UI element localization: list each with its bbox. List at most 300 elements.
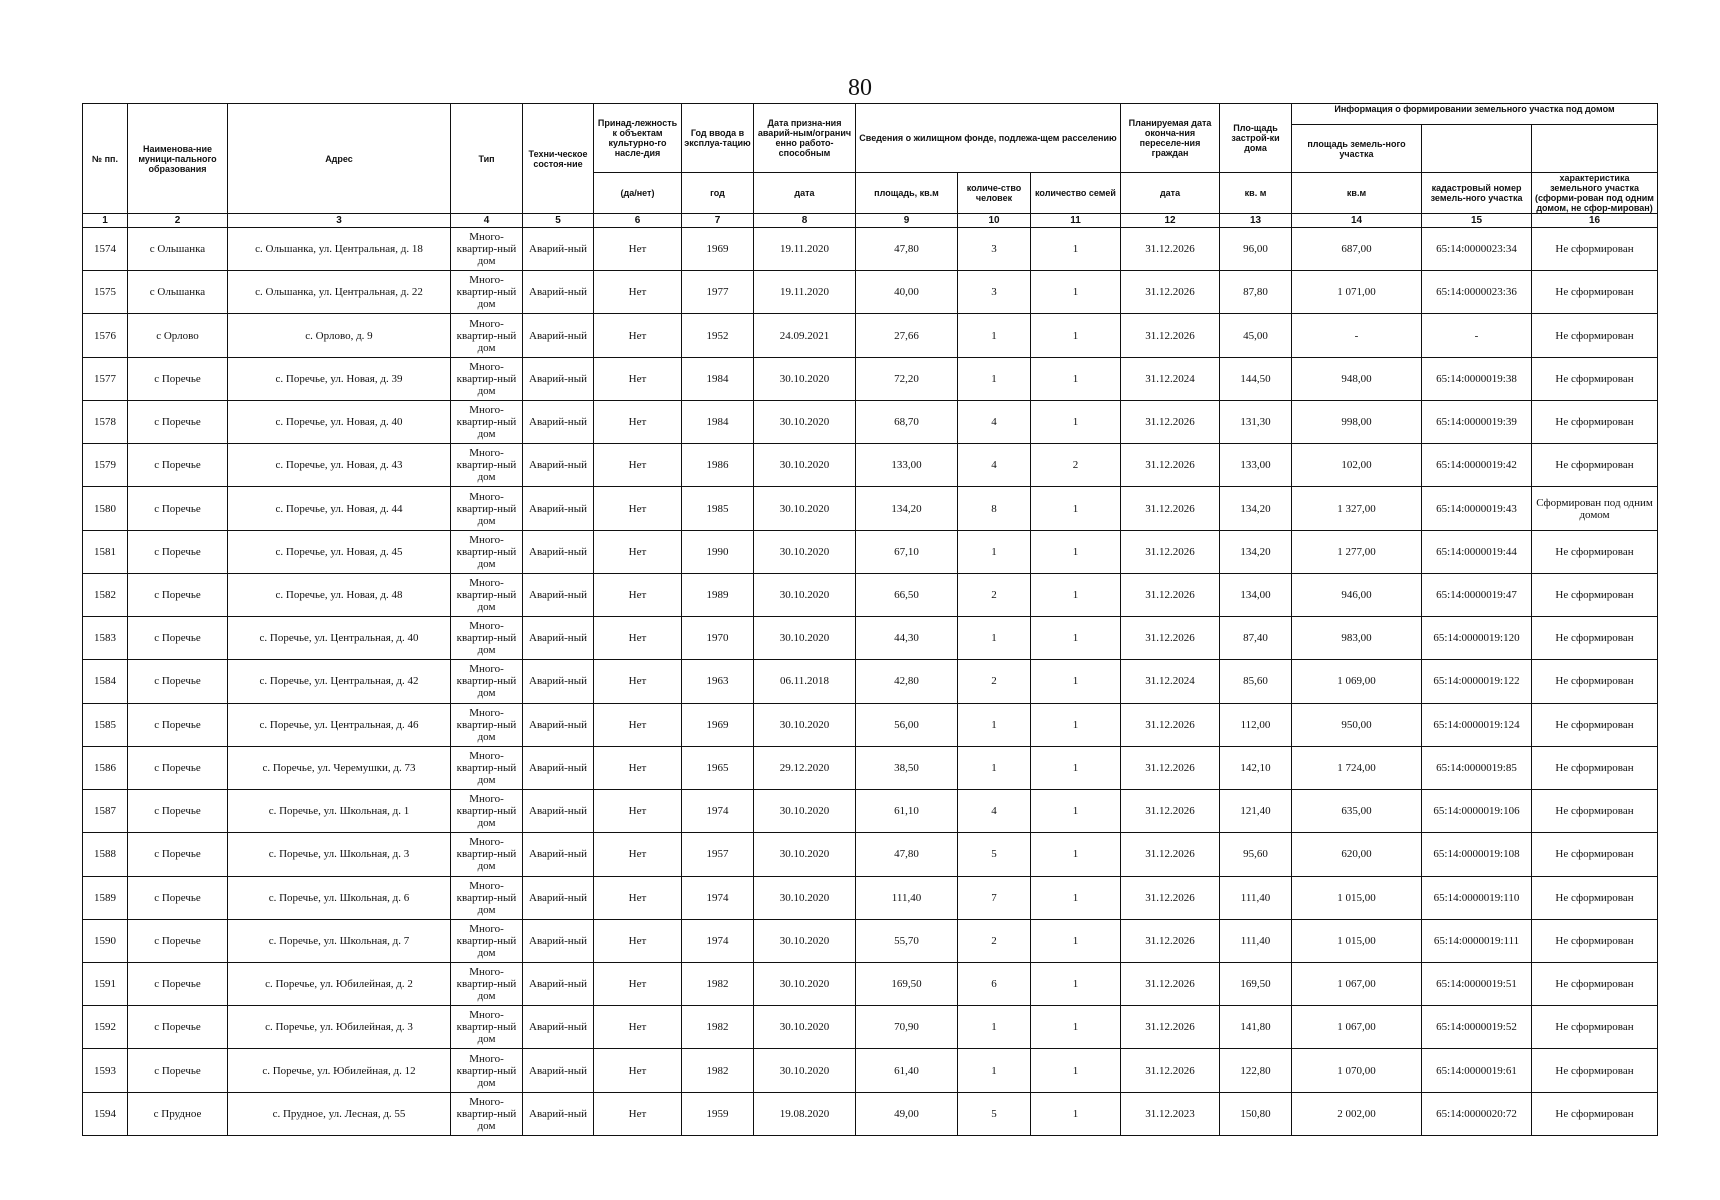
type-cell: Много-квартир-ный дом [451,962,523,1005]
cultural-cell: Нет [594,1092,682,1135]
planned-date-cell: 31.12.2024 [1121,357,1220,400]
cadastral-cell: 65:14:0000023:34 [1422,228,1532,271]
land-char-cell: Не сформирован [1532,833,1658,876]
area-cell: 111,40 [856,876,958,919]
type-cell: Много-квартир-ный дом [451,573,523,616]
year-cell: 1984 [682,357,754,400]
recognized-date-cell: 19.11.2020 [754,228,856,271]
families-cell: 1 [1031,919,1121,962]
land-char-cell: Не сформирован [1532,271,1658,314]
built-area-cell: 95,60 [1220,833,1292,876]
land-area-cell: 983,00 [1292,617,1422,660]
municipality-cell: с Поречье [128,357,228,400]
built-area-cell: 85,60 [1220,660,1292,703]
recognized-date-cell: 30.10.2020 [754,400,856,443]
land-area-cell: 1 070,00 [1292,1049,1422,1092]
row-number: 1591 [83,962,128,1005]
planned-date-cell: 31.12.2026 [1121,1006,1220,1049]
land-area-cell: 1 015,00 [1292,876,1422,919]
year-cell: 1989 [682,573,754,616]
recognized-date-cell: 30.10.2020 [754,617,856,660]
planned-date-cell: 31.12.2026 [1121,617,1220,660]
recognized-date-cell: 30.10.2020 [754,573,856,616]
cadastral-cell: 65:14:0000019:106 [1422,790,1532,833]
column-number-row [83,214,1658,228]
year-cell: 1982 [682,962,754,1005]
land-char-cell: Не сформирован [1532,314,1658,357]
people-cell: 1 [958,1049,1031,1092]
table-row [83,919,1658,962]
address-cell: с. Поречье, ул. Юбилейная, д. 12 [228,1049,451,1092]
col-number: 2 [128,214,228,228]
address-cell: с. Прудное, ул. Лесная, д. 55 [228,1092,451,1135]
cultural-cell: Нет [594,1049,682,1092]
cultural-cell: Нет [594,919,682,962]
year-cell: 1977 [682,271,754,314]
people-cell: 4 [958,444,1031,487]
type-cell: Много-квартир-ный дом [451,833,523,876]
row-number: 1575 [83,271,128,314]
address-cell: с. Поречье, ул. Новая, д. 40 [228,400,451,443]
header-land-area: площадь земель-ного участка [1292,125,1422,172]
planned-date-cell: 31.12.2026 [1121,833,1220,876]
built-area-cell: 121,40 [1220,790,1292,833]
cultural-cell: Нет [594,573,682,616]
people-cell: 4 [958,790,1031,833]
table-row [83,573,1658,616]
recognized-date-cell: 30.10.2020 [754,833,856,876]
tech-state-cell: Аварий-ный [523,573,594,616]
land-char-cell: Не сформирован [1532,228,1658,271]
col-number: 14 [1292,214,1422,228]
planned-date-cell: 31.12.2026 [1121,271,1220,314]
row-number: 1585 [83,703,128,746]
header-municipality: Наименова-ние муници-пального образования [128,104,228,214]
built-area-cell: 122,80 [1220,1049,1292,1092]
tech-state-cell: Аварий-ный [523,660,594,703]
tech-state-cell: Аварий-ный [523,228,594,271]
row-number: 1586 [83,746,128,789]
cultural-cell: Нет [594,314,682,357]
recognized-date-cell: 29.12.2020 [754,746,856,789]
year-cell: 1957 [682,833,754,876]
municipality-cell: с Поречье [128,400,228,443]
people-cell: 1 [958,617,1031,660]
families-cell: 1 [1031,617,1121,660]
families-cell: 1 [1031,400,1121,443]
cultural-cell: Нет [594,400,682,443]
cultural-cell: Нет [594,357,682,400]
header-tech-state: Техни-ческое состоя-ние [523,104,594,214]
built-area-cell: 45,00 [1220,314,1292,357]
type-cell: Много-квартир-ный дом [451,400,523,443]
cultural-cell: Нет [594,790,682,833]
area-cell: 66,50 [856,573,958,616]
address-cell: с. Поречье, ул. Новая, д. 43 [228,444,451,487]
people-cell: 1 [958,1006,1031,1049]
cadastral-cell: 65:14:0000019:124 [1422,703,1532,746]
built-area-cell: 141,80 [1220,1006,1292,1049]
planned-date-cell: 31.12.2026 [1121,487,1220,530]
cultural-cell: Нет [594,487,682,530]
area-cell: 133,00 [856,444,958,487]
type-cell: Много-квартир-ный дом [451,790,523,833]
row-number: 1587 [83,790,128,833]
header-type: Тип [451,104,523,214]
land-area-cell: 1 067,00 [1292,1006,1422,1049]
type-cell: Много-квартир-ный дом [451,703,523,746]
address-cell: с. Поречье, ул. Школьная, д. 3 [228,833,451,876]
header-area: площадь, кв.м [856,173,958,214]
municipality-cell: с Поречье [128,919,228,962]
built-area-cell: 134,00 [1220,573,1292,616]
people-cell: 1 [958,314,1031,357]
tech-state-cell: Аварий-ный [523,833,594,876]
table-row [83,617,1658,660]
header-cultural: Принад-лежность к объектам культурно-го насле-дия [594,104,682,173]
land-char-cell: Сформирован под одним домом [1532,487,1658,530]
address-cell: с. Поречье, ул. Юбилейная, д. 2 [228,962,451,1005]
tech-state-cell: Аварий-ный [523,617,594,660]
header-recognized-unit: дата [754,173,856,214]
table-row [83,487,1658,530]
built-area-cell: 134,20 [1220,487,1292,530]
year-cell: 1952 [682,314,754,357]
families-cell: 1 [1031,1049,1121,1092]
people-cell: 1 [958,530,1031,573]
area-cell: 56,00 [856,703,958,746]
year-cell: 1974 [682,876,754,919]
table-row [83,746,1658,789]
land-char-cell: Не сформирован [1532,919,1658,962]
land-area-cell: 1 015,00 [1292,919,1422,962]
land-area-cell: 998,00 [1292,400,1422,443]
families-cell: 1 [1031,357,1121,400]
built-area-cell: 87,80 [1220,271,1292,314]
type-cell: Много-квартир-ный дом [451,617,523,660]
people-cell: 1 [958,746,1031,789]
cadastral-cell: 65:14:0000019:122 [1422,660,1532,703]
table-row [83,271,1658,314]
tech-state-cell: Аварий-ный [523,919,594,962]
municipality-cell: с Прудное [128,1092,228,1135]
type-cell: Много-квартир-ный дом [451,1006,523,1049]
land-char-cell: Не сформирован [1532,444,1658,487]
municipality-cell: с Поречье [128,833,228,876]
built-area-cell: 111,40 [1220,876,1292,919]
type-cell: Много-квартир-ный дом [451,746,523,789]
land-char-cell: Не сформирован [1532,746,1658,789]
table-header [83,104,1658,228]
table-row [83,228,1658,271]
land-area-cell: 1 067,00 [1292,962,1422,1005]
people-cell: 1 [958,357,1031,400]
header-land-area-unit: кв.м [1292,173,1422,214]
row-number: 1584 [83,660,128,703]
col-number: 10 [958,214,1031,228]
col-number: 13 [1220,214,1292,228]
recognized-date-cell: 30.10.2020 [754,1006,856,1049]
built-area-cell: 112,00 [1220,703,1292,746]
header-land-char-top [1531,125,1657,172]
families-cell: 1 [1031,790,1121,833]
area-cell: 70,90 [856,1006,958,1049]
header-address: Адрес [228,104,451,214]
planned-date-cell: 31.12.2026 [1121,530,1220,573]
col-number: 9 [856,214,958,228]
header-built-area: Пло-щадь застрой-ки дома [1220,104,1292,173]
area-cell: 42,80 [856,660,958,703]
cadastral-cell: - [1422,314,1532,357]
planned-date-cell: 31.12.2026 [1121,228,1220,271]
header-families: количество семей [1031,173,1121,214]
cultural-cell: Нет [594,617,682,660]
year-cell: 1963 [682,660,754,703]
table-row [83,790,1658,833]
cultural-cell: Нет [594,962,682,1005]
land-area-cell: 102,00 [1292,444,1422,487]
type-cell: Много-квартир-ный дом [451,530,523,573]
built-area-cell: 150,80 [1220,1092,1292,1135]
area-cell: 27,66 [856,314,958,357]
col-number: 15 [1422,214,1532,228]
row-number: 1592 [83,1006,128,1049]
families-cell: 1 [1031,962,1121,1005]
area-cell: 49,00 [856,1092,958,1135]
land-area-cell: 1 071,00 [1292,271,1422,314]
cadastral-cell: 65:14:0000019:52 [1422,1006,1532,1049]
col-number: 3 [228,214,451,228]
land-char-cell: Не сформирован [1532,573,1658,616]
table-row [83,1092,1658,1135]
address-cell: с. Поречье, ул. Школьная, д. 6 [228,876,451,919]
municipality-cell: с Поречье [128,703,228,746]
type-cell: Много-квартир-ный дом [451,660,523,703]
col-number: 7 [682,214,754,228]
recognized-date-cell: 06.11.2018 [754,660,856,703]
families-cell: 1 [1031,487,1121,530]
families-cell: 1 [1031,876,1121,919]
recognized-date-cell: 30.10.2020 [754,876,856,919]
municipality-cell: с Поречье [128,746,228,789]
planned-date-cell: 31.12.2026 [1121,790,1220,833]
area-cell: 72,20 [856,357,958,400]
year-cell: 1974 [682,919,754,962]
land-char-cell: Не сформирован [1532,1006,1658,1049]
address-cell: с. Поречье, ул. Новая, д. 39 [228,357,451,400]
area-cell: 40,00 [856,271,958,314]
recognized-date-cell: 30.10.2020 [754,357,856,400]
cadastral-cell: 65:14:0000019:42 [1422,444,1532,487]
tech-state-cell: Аварий-ный [523,487,594,530]
cadastral-cell: 65:14:0000019:51 [1422,962,1532,1005]
built-area-cell: 142,10 [1220,746,1292,789]
col-number: 16 [1532,214,1658,228]
tech-state-cell: Аварий-ный [523,1006,594,1049]
type-cell: Много-квартир-ный дом [451,919,523,962]
cultural-cell: Нет [594,833,682,876]
people-cell: 3 [958,228,1031,271]
built-area-cell: 134,20 [1220,530,1292,573]
families-cell: 1 [1031,703,1121,746]
header-year-in: Год ввода в эксплуа-тацию [682,104,754,173]
land-area-cell: 2 002,00 [1292,1092,1422,1135]
people-cell: 6 [958,962,1031,1005]
type-cell: Много-квартир-ный дом [451,271,523,314]
address-cell: с. Поречье, ул. Новая, д. 48 [228,573,451,616]
land-char-cell: Не сформирован [1532,703,1658,746]
address-cell: с. Поречье, ул. Новая, д. 45 [228,530,451,573]
built-area-cell: 87,40 [1220,617,1292,660]
families-cell: 1 [1031,1092,1121,1135]
recognized-date-cell: 30.10.2020 [754,790,856,833]
address-cell: с. Поречье, ул. Центральная, д. 46 [228,703,451,746]
cadastral-cell: 65:14:0000019:61 [1422,1049,1532,1092]
year-cell: 1986 [682,444,754,487]
area-cell: 55,70 [856,919,958,962]
land-char-cell: Не сформирован [1532,660,1658,703]
recognized-date-cell: 19.11.2020 [754,271,856,314]
planned-date-cell: 31.12.2026 [1121,444,1220,487]
cadastral-cell: 65:14:0000019:111 [1422,919,1532,962]
address-cell: с. Поречье, ул. Школьная, д. 1 [228,790,451,833]
families-cell: 1 [1031,228,1121,271]
year-cell: 1984 [682,400,754,443]
families-cell: 1 [1031,530,1121,573]
table-body [83,228,1658,1136]
col-number: 11 [1031,214,1121,228]
row-number: 1581 [83,530,128,573]
address-cell: с. Орлово, д. 9 [228,314,451,357]
col-number: 6 [594,214,682,228]
recognized-date-cell: 24.09.2021 [754,314,856,357]
land-area-cell: 620,00 [1292,833,1422,876]
recognized-date-cell: 30.10.2020 [754,1049,856,1092]
area-cell: 134,20 [856,487,958,530]
built-area-cell: 111,40 [1220,919,1292,962]
address-cell: с. Поречье, ул. Юбилейная, д. 3 [228,1006,451,1049]
tech-state-cell: Аварий-ный [523,357,594,400]
recognized-date-cell: 19.08.2020 [754,1092,856,1135]
year-cell: 1982 [682,1049,754,1092]
address-cell: с. Ольшанка, ул. Центральная, д. 18 [228,228,451,271]
cadastral-cell: 65:14:0000019:120 [1422,617,1532,660]
recognized-date-cell: 30.10.2020 [754,919,856,962]
planned-date-cell: 31.12.2026 [1121,573,1220,616]
header-land-char: характеристика земельного участка (сформи-рован под одним домом, не сфор-мирован) [1532,173,1658,214]
area-cell: 169,50 [856,962,958,1005]
municipality-cell: с Поречье [128,487,228,530]
cadastral-cell: 65:14:0000020:72 [1422,1092,1532,1135]
land-area-cell: 687,00 [1292,228,1422,271]
header-cadastral: кадастровый номер земель-ного участка [1422,173,1532,214]
address-cell: с. Поречье, ул. Новая, д. 44 [228,487,451,530]
header-num: № пп. [83,104,128,214]
cadastral-cell: 65:14:0000023:36 [1422,271,1532,314]
area-cell: 44,30 [856,617,958,660]
land-area-cell: 1 724,00 [1292,746,1422,789]
land-area-cell: 1 069,00 [1292,660,1422,703]
tech-state-cell: Аварий-ный [523,444,594,487]
families-cell: 1 [1031,660,1121,703]
row-number: 1589 [83,876,128,919]
table-row [83,530,1658,573]
type-cell: Много-квартир-ный дом [451,876,523,919]
table-row [83,703,1658,746]
header-people: количе-ство человек [958,173,1031,214]
table-row [83,357,1658,400]
people-cell: 4 [958,400,1031,443]
tech-state-cell: Аварий-ный [523,876,594,919]
people-cell: 2 [958,919,1031,962]
families-cell: 1 [1031,833,1121,876]
municipality-cell: с Поречье [128,876,228,919]
area-cell: 61,10 [856,790,958,833]
land-char-cell: Не сформирован [1532,790,1658,833]
row-number: 1593 [83,1049,128,1092]
cadastral-cell: 65:14:0000019:38 [1422,357,1532,400]
cadastral-cell: 65:14:0000019:108 [1422,833,1532,876]
cultural-cell: Нет [594,444,682,487]
header-built-area-unit: кв. м [1220,173,1292,214]
row-number: 1578 [83,400,128,443]
land-char-cell: Не сформирован [1532,876,1658,919]
families-cell: 1 [1031,314,1121,357]
municipality-cell: с Поречье [128,1006,228,1049]
col-number: 4 [451,214,523,228]
type-cell: Много-квартир-ный дом [451,487,523,530]
tech-state-cell: Аварий-ный [523,703,594,746]
municipality-cell: с Поречье [128,444,228,487]
row-number: 1576 [83,314,128,357]
tech-state-cell: Аварий-ный [523,790,594,833]
table-row [83,400,1658,443]
recognized-date-cell: 30.10.2020 [754,444,856,487]
cultural-cell: Нет [594,746,682,789]
tech-state-cell: Аварий-ный [523,314,594,357]
planned-date-cell: 31.12.2024 [1121,660,1220,703]
address-cell: с. Поречье, ул. Центральная, д. 42 [228,660,451,703]
year-cell: 1970 [682,617,754,660]
area-cell: 47,80 [856,833,958,876]
tech-state-cell: Аварий-ный [523,271,594,314]
land-area-cell: 950,00 [1292,703,1422,746]
families-cell: 1 [1031,271,1121,314]
table-row [83,660,1658,703]
header-cultural-unit: (да/нет) [594,173,682,214]
tech-state-cell: Аварий-ный [523,400,594,443]
planned-date-cell: 31.12.2023 [1121,1092,1220,1135]
col-number: 1 [83,214,128,228]
header-land-info: Информация о формировании земельного участка под домом [1292,104,1657,125]
land-area-cell: 1 327,00 [1292,487,1422,530]
land-char-cell: Не сформирован [1532,1049,1658,1092]
planned-date-cell: 31.12.2026 [1121,314,1220,357]
tech-state-cell: Аварий-ный [523,530,594,573]
col-number: 5 [523,214,594,228]
people-cell: 1 [958,703,1031,746]
type-cell: Много-квартир-ный дом [451,1092,523,1135]
cultural-cell: Нет [594,1006,682,1049]
type-cell: Много-квартир-ный дом [451,444,523,487]
type-cell: Много-квартир-ный дом [451,357,523,400]
municipality-cell: с Поречье [128,1049,228,1092]
table-row [83,833,1658,876]
table-row [83,444,1658,487]
land-char-cell: Не сформирован [1532,400,1658,443]
planned-date-cell: 31.12.2026 [1121,746,1220,789]
tech-state-cell: Аварий-ный [523,746,594,789]
